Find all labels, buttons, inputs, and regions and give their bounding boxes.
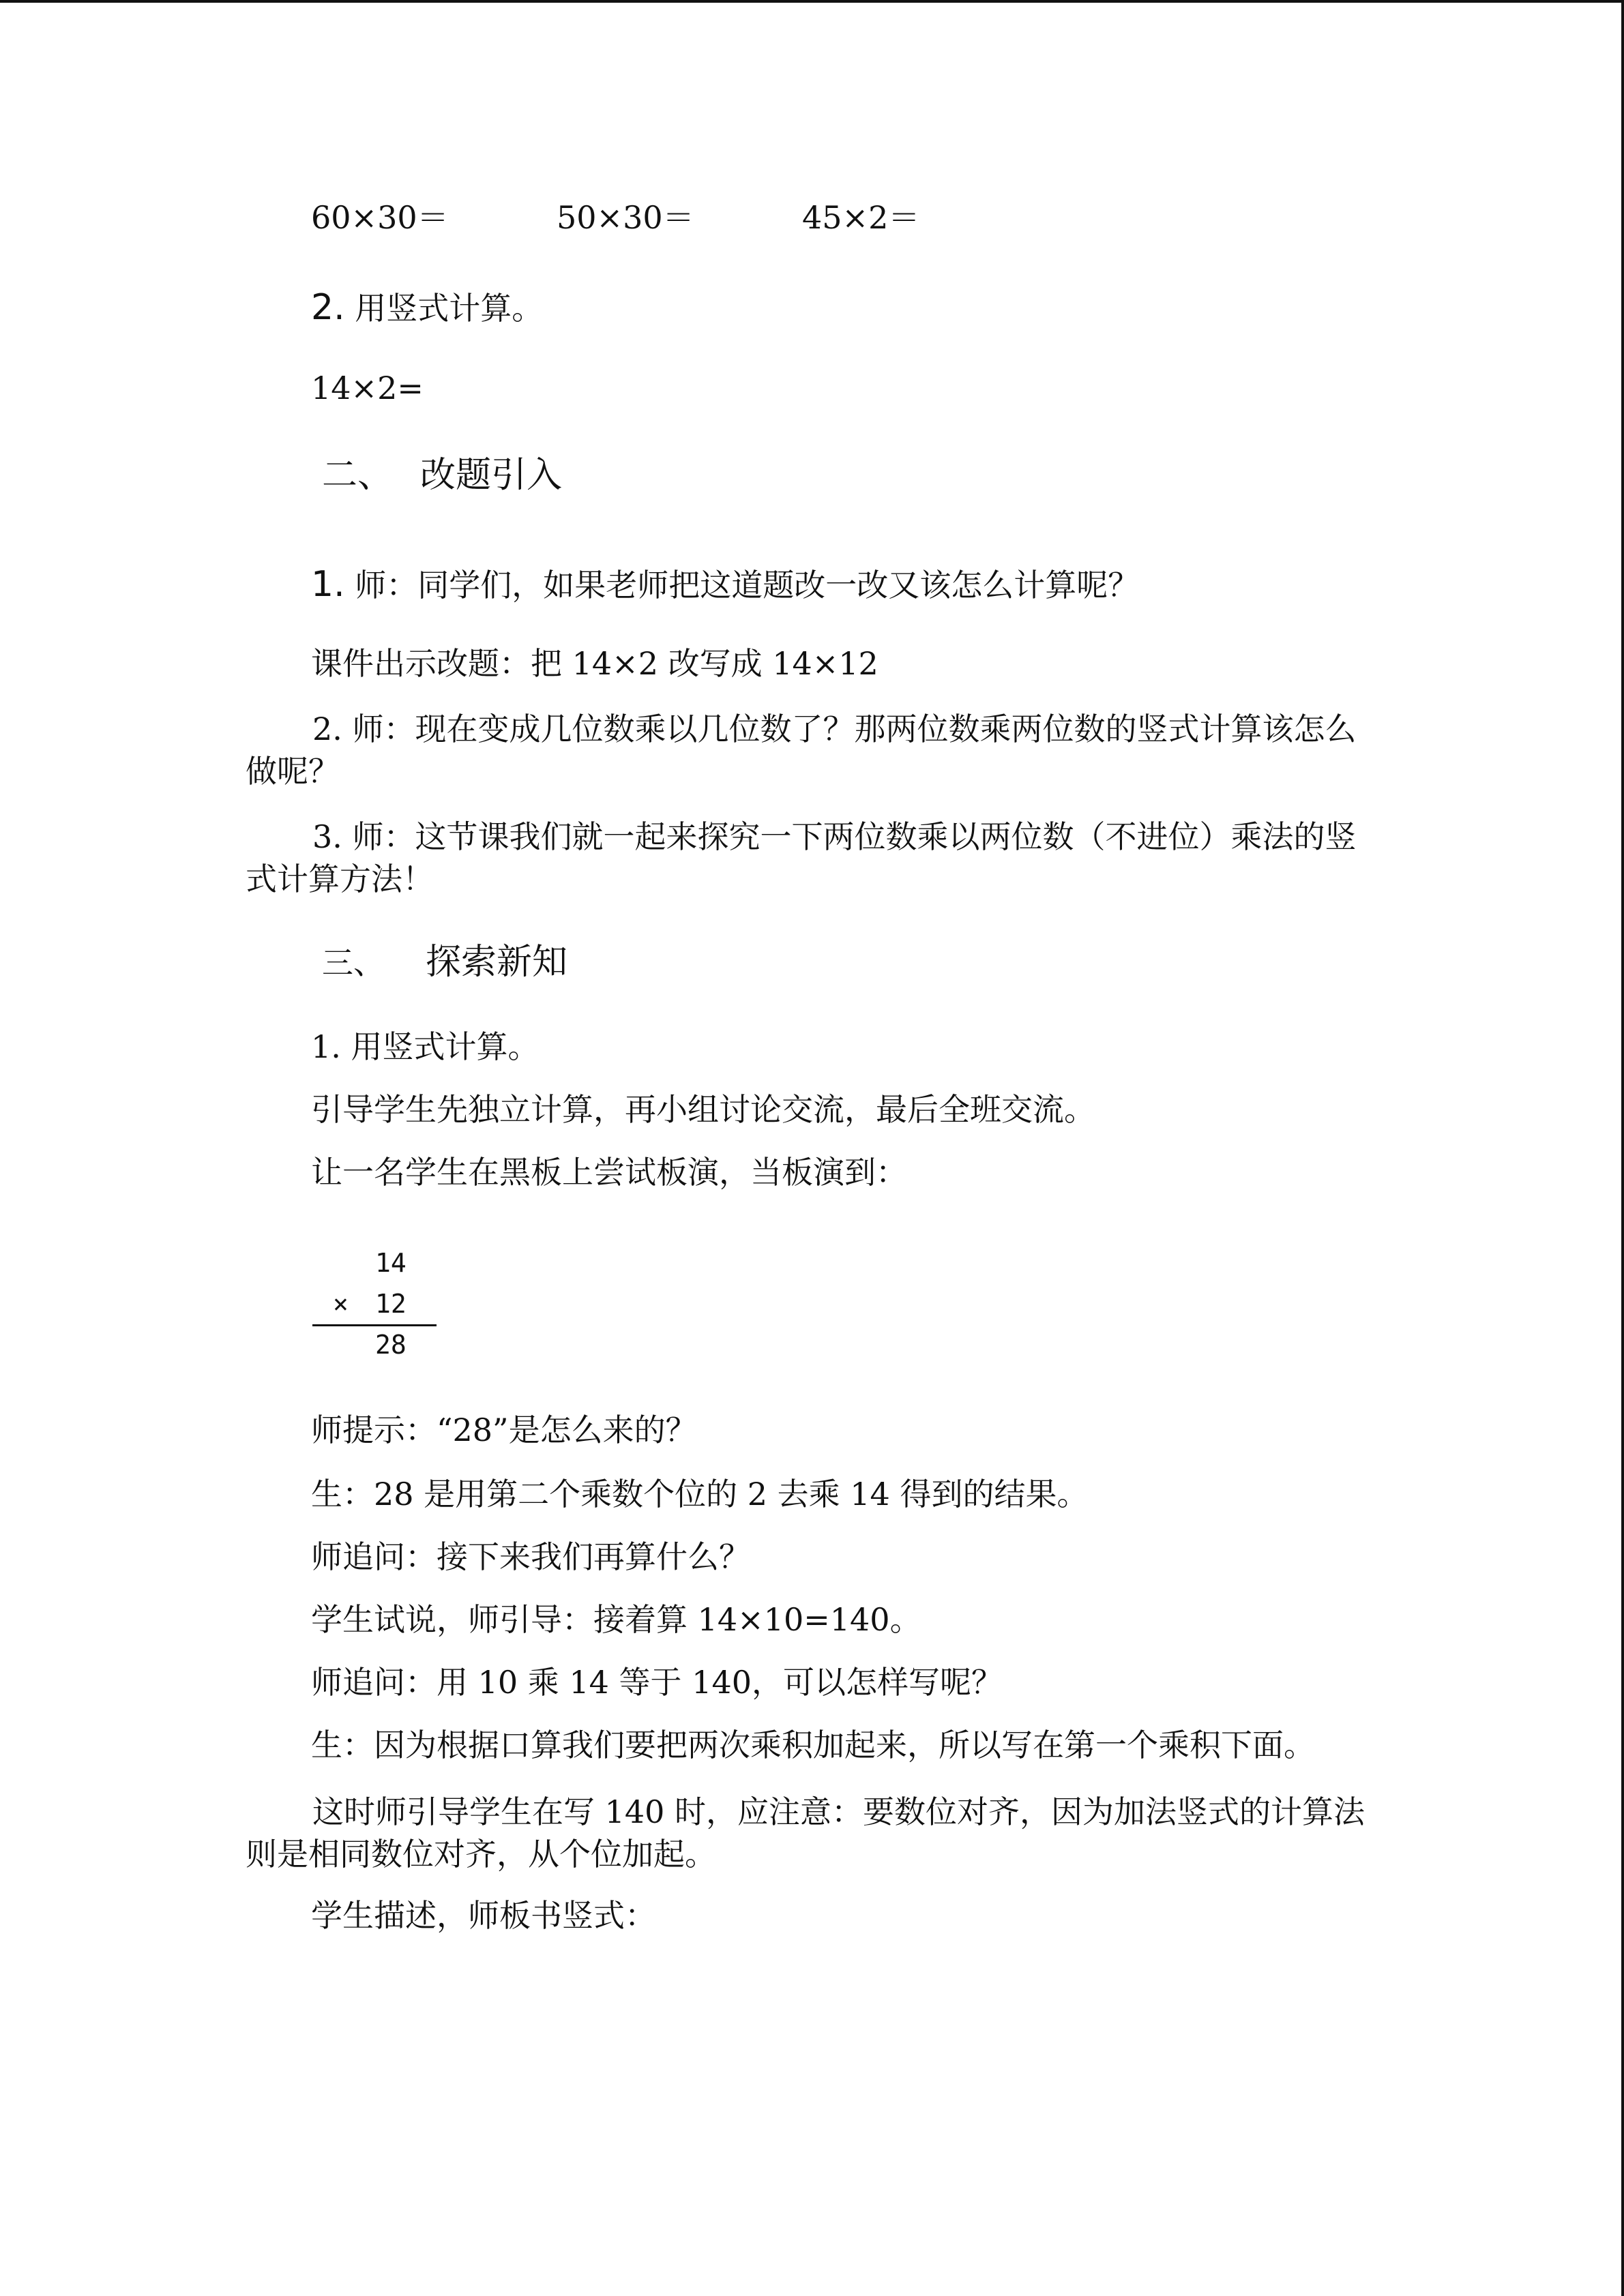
item-number: 2. bbox=[311, 287, 345, 328]
section3-paragraph-3: 让一名学生在黑板上尝试板演，当板演到： bbox=[311, 1154, 907, 1191]
section-heading-3 bbox=[322, 941, 567, 983]
heading-text: 探索新知 bbox=[426, 942, 568, 983]
partial-product: 28 bbox=[375, 1330, 407, 1360]
dialogue-line-1: 师提示：“28”是怎么来的？ bbox=[311, 1412, 697, 1448]
vertical-question: 14×2= bbox=[311, 370, 424, 406]
page-top-border bbox=[0, 0, 1624, 3]
dialogue-line-6: 生：因为根据口算我们要把两次乘积加起来，所以写在第一个乘积下面。 bbox=[311, 1727, 1315, 1763]
item-text: 用竖式计算。 bbox=[355, 290, 544, 327]
section-heading-2 bbox=[322, 454, 562, 496]
warmup-question-2: 50×30＝ bbox=[557, 199, 694, 236]
section2-paragraph-4: 3. 师：这节课我们就一起来探究一下两位数乘以两位数（不进位）乘法的竖式计算方法！ bbox=[246, 818, 1357, 897]
warmup-item-2 bbox=[311, 286, 543, 329]
section2-paragraph-3: 2. 师：现在变成几位数乘以几位数了？那两位数乘两位数的竖式计算该怎么做呢？ bbox=[246, 711, 1357, 790]
warmup-question-1: 60×30＝ bbox=[311, 199, 449, 236]
section2-paragraph-2: 课件出示改题：把 14×2 改写成 14×12 bbox=[311, 645, 879, 682]
dialogue-line-7: 这时师引导学生在写 140 时，应注意：要数位对齐，因为加法竖式的计算法则是相同数位对齐，从个位加起。 bbox=[246, 1793, 1365, 1873]
dialogue-line-2: 生：28 是用第二个乘数个位的 2 去乘 14 得到的结果。 bbox=[311, 1476, 1089, 1512]
dialogue-line-8: 学生描述，师板书竖式： bbox=[311, 1897, 656, 1934]
page-right-border bbox=[1621, 0, 1624, 2296]
dialogue-line-5: 师追问：用 10 乘 14 等于 140，可以怎样写呢？ bbox=[311, 1664, 1003, 1701]
multiplier: 12 bbox=[375, 1289, 407, 1319]
section2-paragraph-1 bbox=[311, 563, 1139, 606]
multiply-sign: × bbox=[333, 1289, 349, 1319]
section3-paragraph-2: 引导学生先独立计算，再小组讨论交流，最后全班交流。 bbox=[311, 1091, 1095, 1128]
heading-text: 改题引入 bbox=[420, 455, 563, 496]
paragraph-text: 师：同学们，如果老师把这道题改一改又该怎么计算呢？ bbox=[355, 567, 1140, 603]
multiplicand: 14 bbox=[375, 1248, 407, 1278]
section3-paragraph-1: 1. 用竖式计算。 bbox=[311, 1028, 540, 1065]
dialogue-line-4: 学生试说，师引导：接着算 14×10=140。 bbox=[311, 1601, 921, 1638]
paragraph-number: 1. bbox=[311, 564, 345, 605]
dialogue-line-3: 师追问：接下来我们再算什么？ bbox=[311, 1538, 750, 1575]
calc-underline bbox=[312, 1324, 437, 1326]
heading-number: 二、 bbox=[322, 455, 394, 496]
warmup-question-3: 45×2＝ bbox=[802, 199, 920, 236]
heading-number: 三、 bbox=[322, 944, 385, 981]
vertical-multiplication bbox=[312, 1248, 442, 1371]
